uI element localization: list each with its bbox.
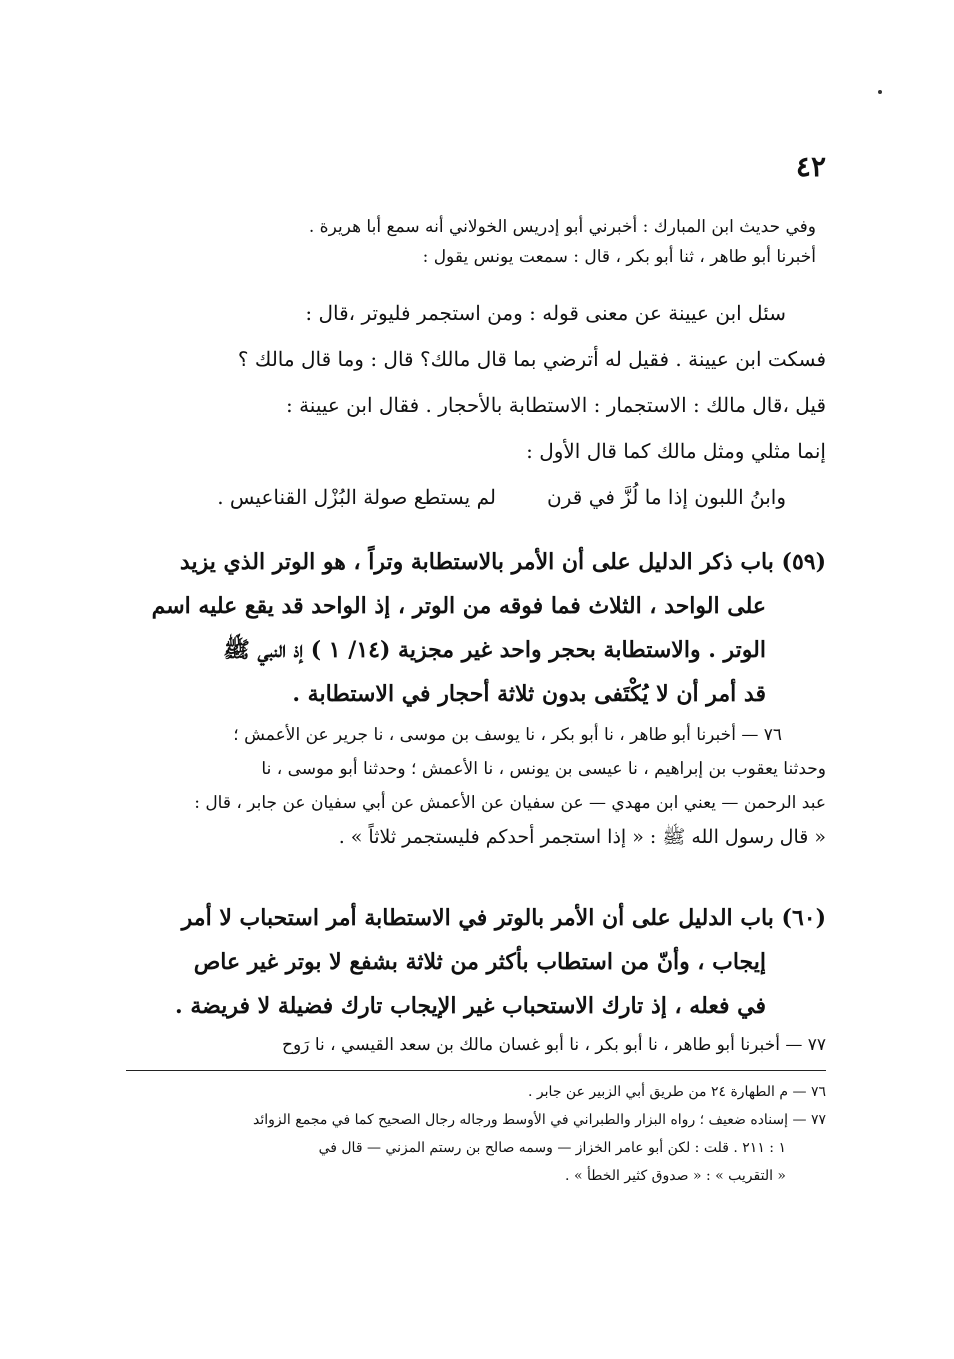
- chapter-line: (٥٩) باب ذكر الدليل على أن الأمر بالاستطابة وتراً ، هو الوتر الذي يزيد: [179, 549, 826, 575]
- hadith-quote-line: « قال رسول الله ﷺ : « إذا استجمر أحدكم فليستجمر ثلاثاً » .: [338, 826, 826, 848]
- hadith-line: ٧٦ — أخبرنا أبو طاهر ، نا أبو بكر ، نا يوسف بن موسى ، نا جرير عن الأعمش ؛: [233, 725, 782, 745]
- scan-speck: [878, 90, 882, 94]
- chapter-line: (٦٠) باب الدليل على أن الأمر بالوتر في الاستطابة أمر استحباب لا أمر: [181, 905, 826, 931]
- narration-paragraph: [126, 290, 826, 474]
- narration-line: سئل ابن عيينة عن معنى قوله : ومن استجمر فليوتر ،قال :: [305, 301, 786, 325]
- intro-line: وفي حديث ابن المبارك : أخبرني أبو إدريس الخولاني أنه سمع أبا هريرة .: [308, 217, 816, 237]
- verse-line: [126, 474, 826, 520]
- footnote-line: « التقريب » : « صدوق كثير الخطأ » .: [565, 1168, 786, 1184]
- verse-hemistich-second: لم يستطع صولة البُزْل القناعيس .: [217, 485, 496, 509]
- footnote-line: ٧٦ — م الطهارة ٢٤ من طريق أبي الزبير عن جابر .: [528, 1084, 826, 1100]
- intro-paragraph: [126, 212, 826, 272]
- narration-line: قيل ،قال مالك : الاستجمار : الاستطابة بالأحجار . فقال ابن عيينة :: [285, 393, 826, 417]
- footnote-line: ٧٧ — إسناده ضعيف ؛ رواه البزار والطبراني في الأوسط ورجاله رجال الصحيح كما في مجمع الزوائد: [253, 1112, 826, 1128]
- footnotes: [126, 1078, 826, 1190]
- footnote-divider: [126, 1070, 826, 1071]
- hadith-77: [126, 1028, 826, 1062]
- narration-line: فسكت ابن عيينة . فقيل له أترضي بما قال مالك؟ قال : وما قال مالك ؟: [237, 347, 826, 371]
- poetry-verse: [126, 474, 826, 520]
- hadith-76: [126, 718, 826, 854]
- footnote-line: ١ : ٢١١ . قلت : لكن أبو عامر الخزاز — وسمه صالح بن رستم المزني — قال في: [318, 1140, 786, 1156]
- chapter-line: الوتر . والاستطابة بحجر واحد غير مجزية (١٤/ ١ ) إذ النبي ﷺ: [223, 637, 766, 663]
- chapter-heading-60: [126, 896, 826, 1028]
- page-number: ٤٢: [795, 150, 826, 183]
- verse-hemistich-first: وابنُ اللبون إذا ما لُزَّ في قرن: [547, 485, 786, 509]
- chapter-line: إيجاب ، وأنّ من استطاب بأكثر من ثلاثة بشفع لا بوتر غير عاص: [193, 949, 766, 975]
- chapter-line: قد أمر أن لا يُكْتَفى بدون ثلاثة أحجار في الاستطابة .: [292, 681, 766, 707]
- chapter-line: في فعله ، إذ تارك الاستحباب غير الإيجاب تارك فضيلة لا فريضة .: [175, 993, 766, 1019]
- hadith-line: ٧٧ — أخبرنا أبو طاهر ، نا أبو بكر ، نا أبو غسان مالك بن سعد القيسي ، نا رَوح: [282, 1035, 826, 1055]
- hadith-line: وحدثنا يعقوب بن إبراهيم ، نا عيسى بن يونس ، نا الأعمش ؛ وحدثنا أبو موسى ، نا: [261, 759, 826, 779]
- hadith-line: عبد الرحمن — يعني ابن مهدي — عن سفيان عن الأعمش عن أبي سفيان عن جابر ، قال :: [194, 793, 826, 813]
- chapter-line: على الواحد ، الثلاث فما فوقه من الوتر ، إذ الواحد قد يقع عليه اسم: [151, 593, 766, 619]
- narration-line: إنما مثلي ومثل مالك كما قال الأول :: [526, 439, 826, 463]
- chapter-heading-59: [126, 540, 826, 716]
- intro-line: أخبرنا أبو طاهر ، ثنا أبو بكر ، قال : سمعت يونس يقول :: [422, 247, 816, 267]
